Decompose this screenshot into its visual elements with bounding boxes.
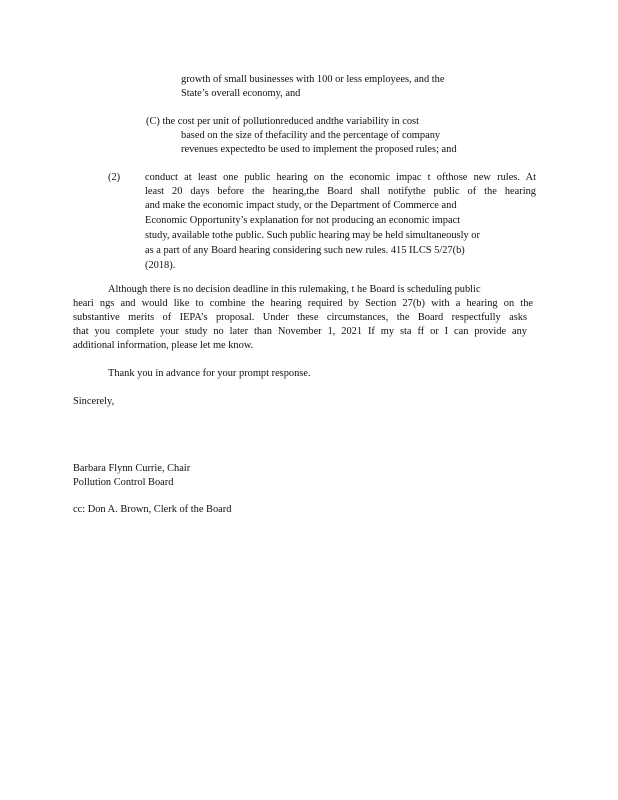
item-b-continued-line-1: growth of small businesses with 100 or less employees, and the [181, 74, 445, 85]
item-2-number: (2) [108, 172, 121, 183]
item-2-line-4: Economic Opportunity’s explanation for not producing an economic impact [145, 215, 461, 226]
closing: Sincerely, [73, 396, 115, 407]
item-2-line-7: (2018). [145, 260, 176, 271]
item-c-line-3: revenues expectedto be used to implement the proposed rules; and [181, 144, 457, 155]
item-2-line-1: conduct at least one public hearing on the economic impac t ofthose new rules. At [145, 172, 536, 183]
item-2-line-3: and make the economic impact study, or the Department of Commerce and [145, 200, 457, 211]
item-c-first-line: (C) the cost per unit of pollutionreduced andthe variability in cost [146, 116, 419, 127]
item-c-line-2: based on the size of thefacility and the percentage of company [181, 130, 441, 141]
thanks-line: Thank you in advance for your prompt response. [108, 368, 311, 379]
item-b-continued-line-2: State’s overall economy, and [181, 88, 301, 99]
paragraph-line-2: heari ngs and would like to combine the hearing required by Section 27(b) with a hearing on the [73, 298, 533, 309]
item-2-line-2: least 20 days before the hearing,the Board shall notifythe public of the hearing [145, 186, 536, 197]
signature-org: Pollution Control Board [73, 477, 174, 488]
paragraph-line-4: that you complete your study no later than November 1, 2021 If my sta ff or I can provide any [73, 326, 527, 337]
signature-name: Barbara Flynn Currie, Chair [73, 463, 191, 474]
paragraph-line-3: substantive merits of IEPA’s proposal. Under these circumstances, the Board respectfully asks [73, 312, 527, 323]
paragraph-line-5: additional information, please let me know. [73, 340, 254, 351]
cc-line: cc: Don A. Brown, Clerk of the Board [73, 504, 232, 515]
paragraph-line-1: Although there is no decision deadline in this rulemaking, t he Board is scheduling public [108, 284, 481, 295]
item-2-line-6: as a part of any Board hearing considering such new rules. 415 ILCS 5/27(b) [145, 245, 465, 256]
item-2-line-5: study, available tothe public. Such public hearing may be held simultaneously or [145, 230, 480, 241]
